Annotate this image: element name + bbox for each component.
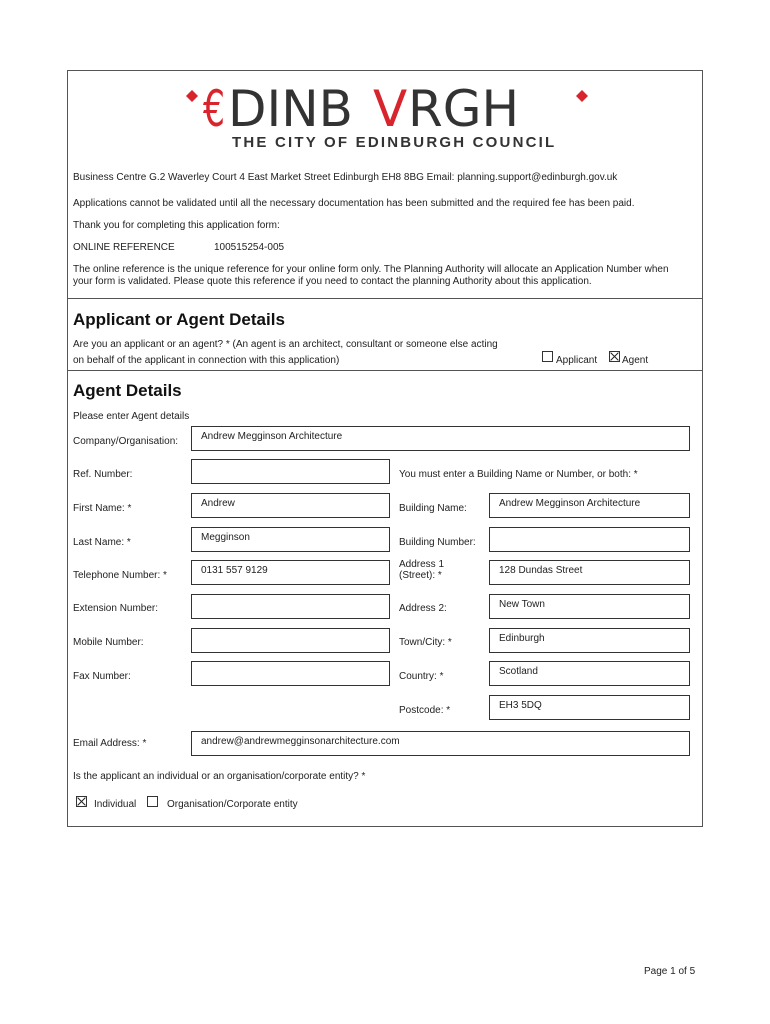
ref-note-line-2: your form is validated. Please quote this reference if you need to contact the planning Authority about this application. (73, 276, 592, 287)
agent-intro: Please enter Agent details (73, 411, 190, 422)
divider (67, 370, 703, 371)
email-value: andrew@andrewmegginsonarchitecture.com (201, 736, 400, 747)
email-field[interactable] (191, 731, 690, 756)
fax-field[interactable] (191, 661, 390, 686)
town-field[interactable] (489, 628, 690, 653)
divider (67, 298, 703, 299)
ref-note-line-1: The online reference is the unique reference for your online form only. The Planning Authority will allocate an Application Number when (73, 264, 669, 275)
first-name-value: Andrew (201, 498, 235, 509)
first-name-label: First Name: * (73, 503, 132, 514)
town-value: Edinburgh (499, 633, 545, 644)
extension-field[interactable] (191, 594, 390, 619)
agent-section-title: Agent Details (73, 381, 182, 400)
building-number-label: Building Number: (399, 537, 476, 548)
address1-label: Address 1 (399, 559, 445, 570)
first-name-field[interactable] (191, 493, 390, 518)
individual-checkbox[interactable] (76, 796, 87, 807)
town-label: Town/City: * (399, 637, 452, 648)
extension-label: Extension Number: (73, 603, 159, 614)
entity-question: Is the applicant an individual or an organisation/corporate entity? * (73, 771, 366, 782)
address2-field[interactable] (489, 594, 690, 619)
building-name-field[interactable] (489, 493, 690, 518)
mobile-field[interactable] (191, 628, 390, 653)
building-name-label: Building Name: (399, 503, 467, 514)
email-label: Email Address: * (73, 738, 147, 749)
svg-text:DINB: DINB (228, 80, 353, 134)
agent-checkbox[interactable] (609, 351, 620, 362)
svg-text:€: € (203, 80, 225, 134)
telephone-label: Telephone Number: * (73, 570, 167, 581)
telephone-value: 0131 557 9129 (201, 565, 268, 576)
company-field[interactable] (191, 426, 690, 451)
country-field[interactable] (489, 661, 690, 686)
last-name-value: Megginson (201, 532, 250, 543)
ref-number-field[interactable] (191, 459, 390, 484)
organisation-option-label: Organisation/Corporate entity (167, 799, 298, 810)
thanks-text: Thank you for completing this application form: (73, 220, 280, 231)
building-note: You must enter a Building Name or Number, or both: * (399, 469, 638, 480)
svg-text:V: V (373, 80, 408, 134)
validation-note: Applications cannot be validated until all the necessary documentation has been submitted and the required fee has been paid. (73, 198, 635, 209)
right-diamond-icon (576, 90, 588, 102)
ref-number-label: Ref. Number: (73, 469, 133, 480)
individual-option-label: Individual (94, 799, 137, 810)
country-value: Scotland (499, 666, 538, 677)
telephone-field[interactable] (191, 560, 390, 585)
country-label: Country: * (399, 671, 444, 682)
address1-field[interactable] (489, 560, 690, 585)
address-line: Business Centre G.2 Waverley Court 4 East Market Street Edinburgh EH8 8BG Email: planning.support@edinburgh.gov.uk (73, 172, 618, 183)
company-value: Andrew Megginson Architecture (201, 431, 343, 442)
applicant-checkbox[interactable] (542, 351, 553, 362)
page-number: Page 1 of 5 (644, 966, 696, 977)
last-name-label: Last Name: * (73, 537, 131, 548)
building-name-value: Andrew Megginson Architecture (499, 498, 641, 509)
last-name-field[interactable] (191, 527, 390, 552)
address2-value: New Town (499, 599, 545, 610)
agent-option-label: Agent (622, 355, 649, 366)
agent-question-line-1: Are you an applicant or an agent? * (An agent is an architect, consultant or someone else acting (73, 339, 498, 350)
postcode-field[interactable] (489, 695, 690, 720)
online-ref-value: 100515254-005 (214, 242, 285, 253)
postcode-value: EH3 5DQ (499, 700, 542, 711)
applicant-section-title: Applicant or Agent Details (73, 310, 285, 329)
council-name: THE CITY OF EDINBURGH COUNCIL (232, 134, 557, 151)
agent-question-line-2: on behalf of the applicant in connection with this application) (73, 355, 340, 366)
svg-text:RGH: RGH (408, 80, 520, 134)
left-diamond-icon (186, 90, 198, 102)
address2-label: Address 2: (399, 603, 447, 614)
postcode-label: Postcode: * (399, 705, 451, 716)
company-label: Company/Organisation: (73, 436, 179, 447)
fax-label: Fax Number: (73, 671, 131, 682)
applicant-option-label: Applicant (556, 355, 598, 366)
edinburgh-logo (178, 76, 598, 134)
address1-value: 128 Dundas Street (499, 565, 583, 576)
online-ref-label: ONLINE REFERENCE (73, 242, 175, 253)
building-number-field[interactable] (489, 527, 690, 552)
mobile-label: Mobile Number: (73, 637, 144, 648)
address1-label-street: (Street): * (399, 570, 442, 581)
organisation-checkbox[interactable] (147, 796, 158, 807)
